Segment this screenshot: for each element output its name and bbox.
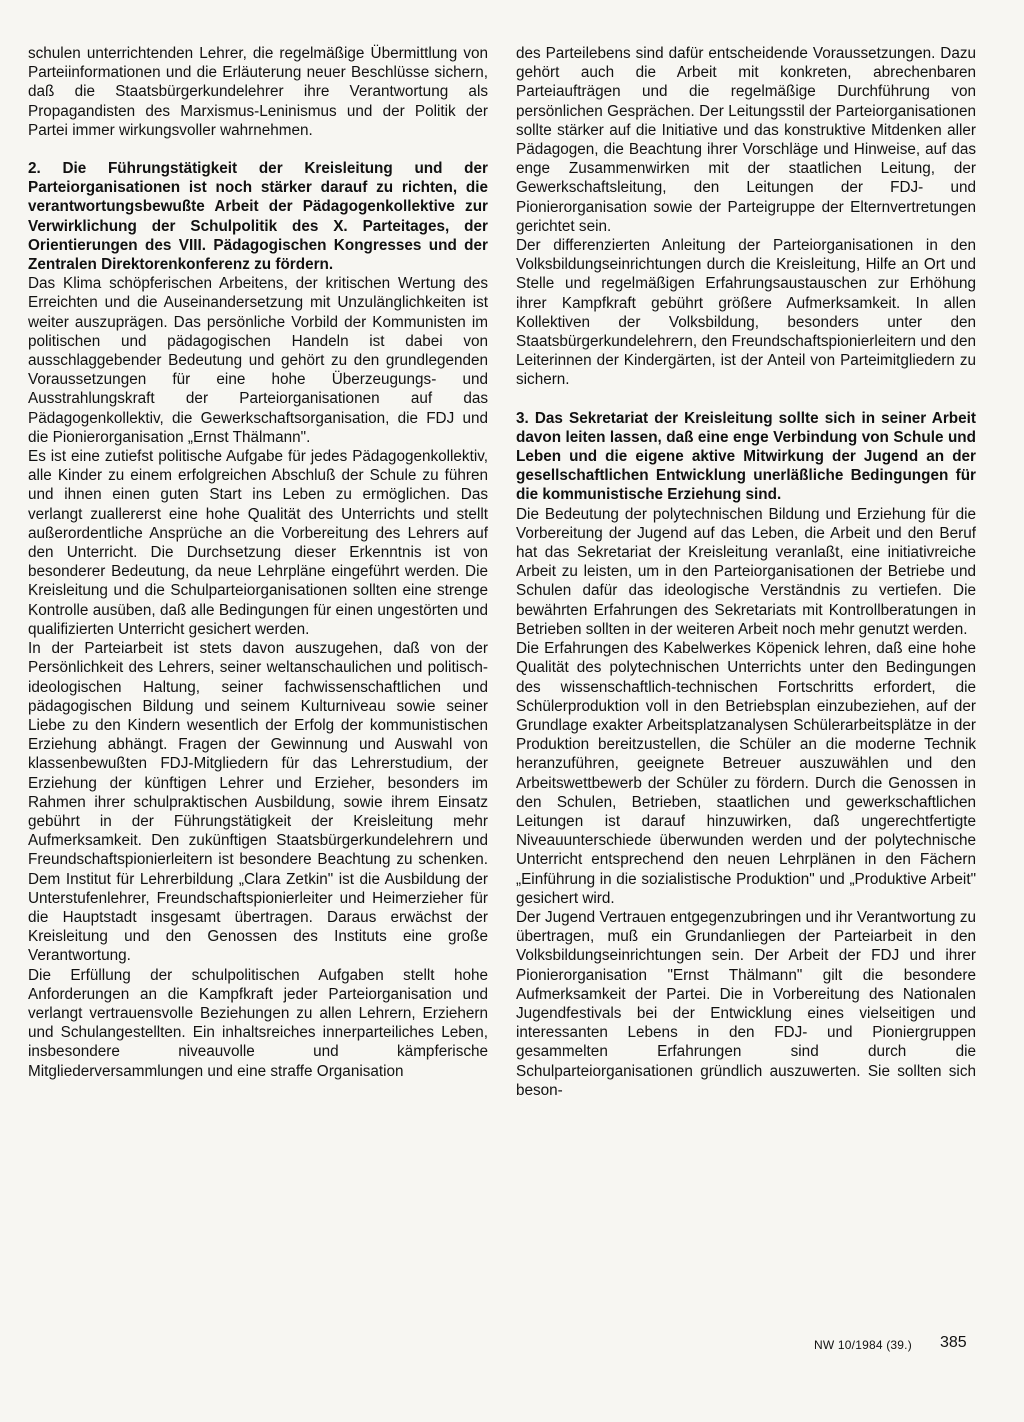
paragraph: Das Klima schöpferischen Arbeitens, der kritischen Wertung des Erreichten und die Auseinandersetzung mit Unzulänglichkeiten ist weiter auszuprägen. Das persönliche Vorbild der Kommunisten im politischen und pädagogischen Handeln ist dabei von ausschlaggebender Bedeutung und gehört zu den grundlegenden Voraussetzungen für eine hohe Überzeugungs- und Ausstrahlungskraft der Parteiorganisationen auf das Pädagogenkollektiv, die Gewerkschaftsorganisation, die FDJ und die Pionierorganisation „Ernst Thälmann". xyxy=(28,275,488,446)
page-number: 385 xyxy=(940,1334,967,1351)
paragraph: des Parteilebens sind dafür entscheidende Voraussetzungen. Dazu gehört auch die Arbeit mit konkreten, abrechenbaren Parteiaufträgen und die regelmäßige Durchführung von persönlichen Gesprächen. Der Leitungsstil der Parteiorganisationen sollte stärker auf die Initiative und das konstruktive Mitdenken aller Pädagogen, die Beachtung ihrer Vorschläge und Hinweise, auf das enge Zusammenwirken mit der staatlichen Leitung, der Gewerkschaftsleitung, den Leitungen der FDJ- und Pionierorganisation sowie der Parteigruppe der Elternvertretungen gerichtet sein. xyxy=(516,45,976,235)
paragraph: In der Parteiarbeit ist stets davon auszugehen, daß von der Persönlichkeit des Lehrers, seiner weltanschaulichen und politisch-ideologischen Haltung, seiner fachwissenschaftlichen und pädagogischen Bildung und seinem Kulturniveau sowie seiner Liebe zu den Kindern wesentlich der Erfolg der kommunistischen Erziehung abhängt. Fragen der Gewinnung und Auswahl von klassenbewußten FDJ-Mitgliedern für das Lehrerstudium, der Erziehung der künftigen Lehrer und Erzieher, besonders im Rahmen ihrer schulpraktischen Ausbildung, sowie ihrem Einsatz gebührt in der Führungstätigkeit der Kreisleitung mehr Aufmerksamkeit. Den zukünftigen Staatsbürgerkundelehrern und Freundschaftspionierleitern ist besondere Beachtung zu schenken. Dem Institut für Lehrerbildung „Clara Zetkin" ist die Ausbildung der Unterstufenlehrer, Freundschaftspionierleiter und Heimerzieher für die Hauptstadt insgesamt übertragen. Daraus erwächst der Kreisleitung und den Genossen des Instituts eine große Verantwortung. xyxy=(28,640,488,965)
paragraph: Es ist eine zutiefst politische Aufgabe für jedes Pädagogenkollektiv, alle Kinder zu einem erfolgreichen Abschluß der Schule zu führen und ihnen einen guten Start ins Leben zu ermöglichen. Das verlangt zuallererst eine hohe Qualität des Unterrichts und stellt außerordentliche Ansprüche an die Vorbereitung des Lehrers auf den Unterricht. Die Durchsetzung dieser Erkenntnis ist von besonderer Bedeutung, da neue Lehrpläne eingeführt werden. Die Kreisleitung und die Schulparteiorganisationen sollten eine strenge Kontrolle ausüben, daß alle Bedingungen für einen ungestörten und qualifizierten Unterricht gesichert werden. xyxy=(28,448,488,638)
paragraph: Der Jugend Vertrauen entgegenzubringen und ihr Verantwortung zu übertragen, muß ein Grundanliegen der Parteiarbeit in den Volksbildungseinrichtungen sein. Der Arbeit der FDJ und ihrer Pionierorganisation "Ernst Thälmann" gilt die besondere Aufmerksamkeit der Partei. Die in Vorbereitung des Nationalen Jugendfestivals bei der Entwicklung eines vielseitigen und interessanten Lebens in den FDJ- und Pioniergruppen gesammelten Erfahrungen sind durch die Schulparteiorganisationen gründlich auszuwerten. Sie sollten sich beson- xyxy=(516,908,976,1099)
section-heading-3: 3. Das Sekretariat der Kreisleitung sollte sich in seiner Arbeit davon leiten lassen, daß eine enge Verbindung von Schule und Leben und die eigene aktive Mitwirkung der Jugend an der gesellschaftlichen Entwicklung unerläßliche Bedingungen für die kommunistische Erziehung sind. xyxy=(516,409,976,504)
right-column xyxy=(516,44,976,1100)
left-column xyxy=(28,44,488,1081)
section-heading-2: 2. Die Führungstätigkeit der Kreisleitung und der Parteiorganisationen ist noch stärker darauf zu richten, die verantwortungsbewußte Arbeit der Pädagogenkollektive zur Verwirklichung der Schulpolitik des X. Parteitages, der Orientierungen des VIII. Pädagogischen Kongresses und der Zentralen Direktorenkonferenz zu fördern. xyxy=(28,160,488,274)
source-reference: NW 10/1984 (39.) xyxy=(814,1338,912,1352)
paragraph: Die Erfüllung der schulpolitischen Aufgaben stellt hohe Anforderungen an die Kampfkraft jeder Parteiorganisation und verlangt vertrauensvolle Beziehungen zu allen Lehrern, Erziehern und Schulangestellten. Ein inhaltsreiches innerparteiliches Leben, insbesondere niveauvolle und kämpferische Mitgliederversammlungen und eine straffe Organisation xyxy=(28,966,488,1080)
paragraph: Der differenzierten Anleitung der Parteiorganisationen in den Volksbildungseinrichtungen durch die Kreisleitung, Hilfe an Ort und Stelle und regelmäßigen Erfahrungsaustauschen zur Erhöhung ihrer Kampfkraft gebührt größere Aufmerksamkeit. In allen Kollektiven der Volksbildung, besonders unter den Staatsbürgerkundelehrern, den Freundschaftspionierleitern und den Leiterinnen der Kindergärten, ist der Anteil von Parteimitgliedern zu sichern. xyxy=(516,237,976,389)
paragraph: Die Bedeutung der polytechnischen Bildung und Erziehung für die Vorbereitung der Jugend auf das Leben, die Arbeit und den Beruf hat das Sekretariat der Kreisleitung veranlaßt, eine initiativreiche Arbeit zu leisten, um in den Parteiorganisationen der Betriebe und Schulen dafür das ideologische Verständnis zu vertiefen. Die bewährten Erfahrungen des Sekretariats mit Kontrollberatungen in Betrieben sollten in der weiteren Arbeit noch mehr genutzt werden. xyxy=(516,505,976,638)
paragraph: schulen unterrichtenden Lehrer, die regelmäßige Übermittlung von Parteiinformationen und die Erläuterung neuer Beschlüsse sichern, daß die Staatsbürgerkundelehrer ihre Verantwortung als Propagandisten des Marxismus-Leninismus und der Politik der Partei immer wirkungsvoller wahrnehmen. xyxy=(28,45,488,139)
paragraph: Die Erfahrungen des Kabelwerkes Köpenick lehren, daß eine hohe Qualität des polytechnischen Unterrichts unter den Bedingungen des wissenschaftlich-technischen Fortschritts erfordert, die Schülerproduktion voll in den Betriebsplan einzubeziehen, auf der Grundlage exakter Arbeitsplatzanalysen Schülerarbeitsplätze in der Produktion bereitzustellen, die Schüler an die moderne Technik heranzuführen, geeignete Betreuer auszuwählen und den Arbeitswettbewerb der Schüler zu fördern. Durch die Genossen in den Schulen, Betrieben, staatlichen und gewerkschaftlichen Leitungen ist darauf hinzuwirken, daß ungerechtfertigte Niveauunterschiede überwunden werden und der polytechnische Unterricht entsprechend den neuen Lehrplänen in den Fächern „Einführung in die sozialistische Produktion" und „Produktive Arbeit" gesichert wird. xyxy=(516,640,976,907)
